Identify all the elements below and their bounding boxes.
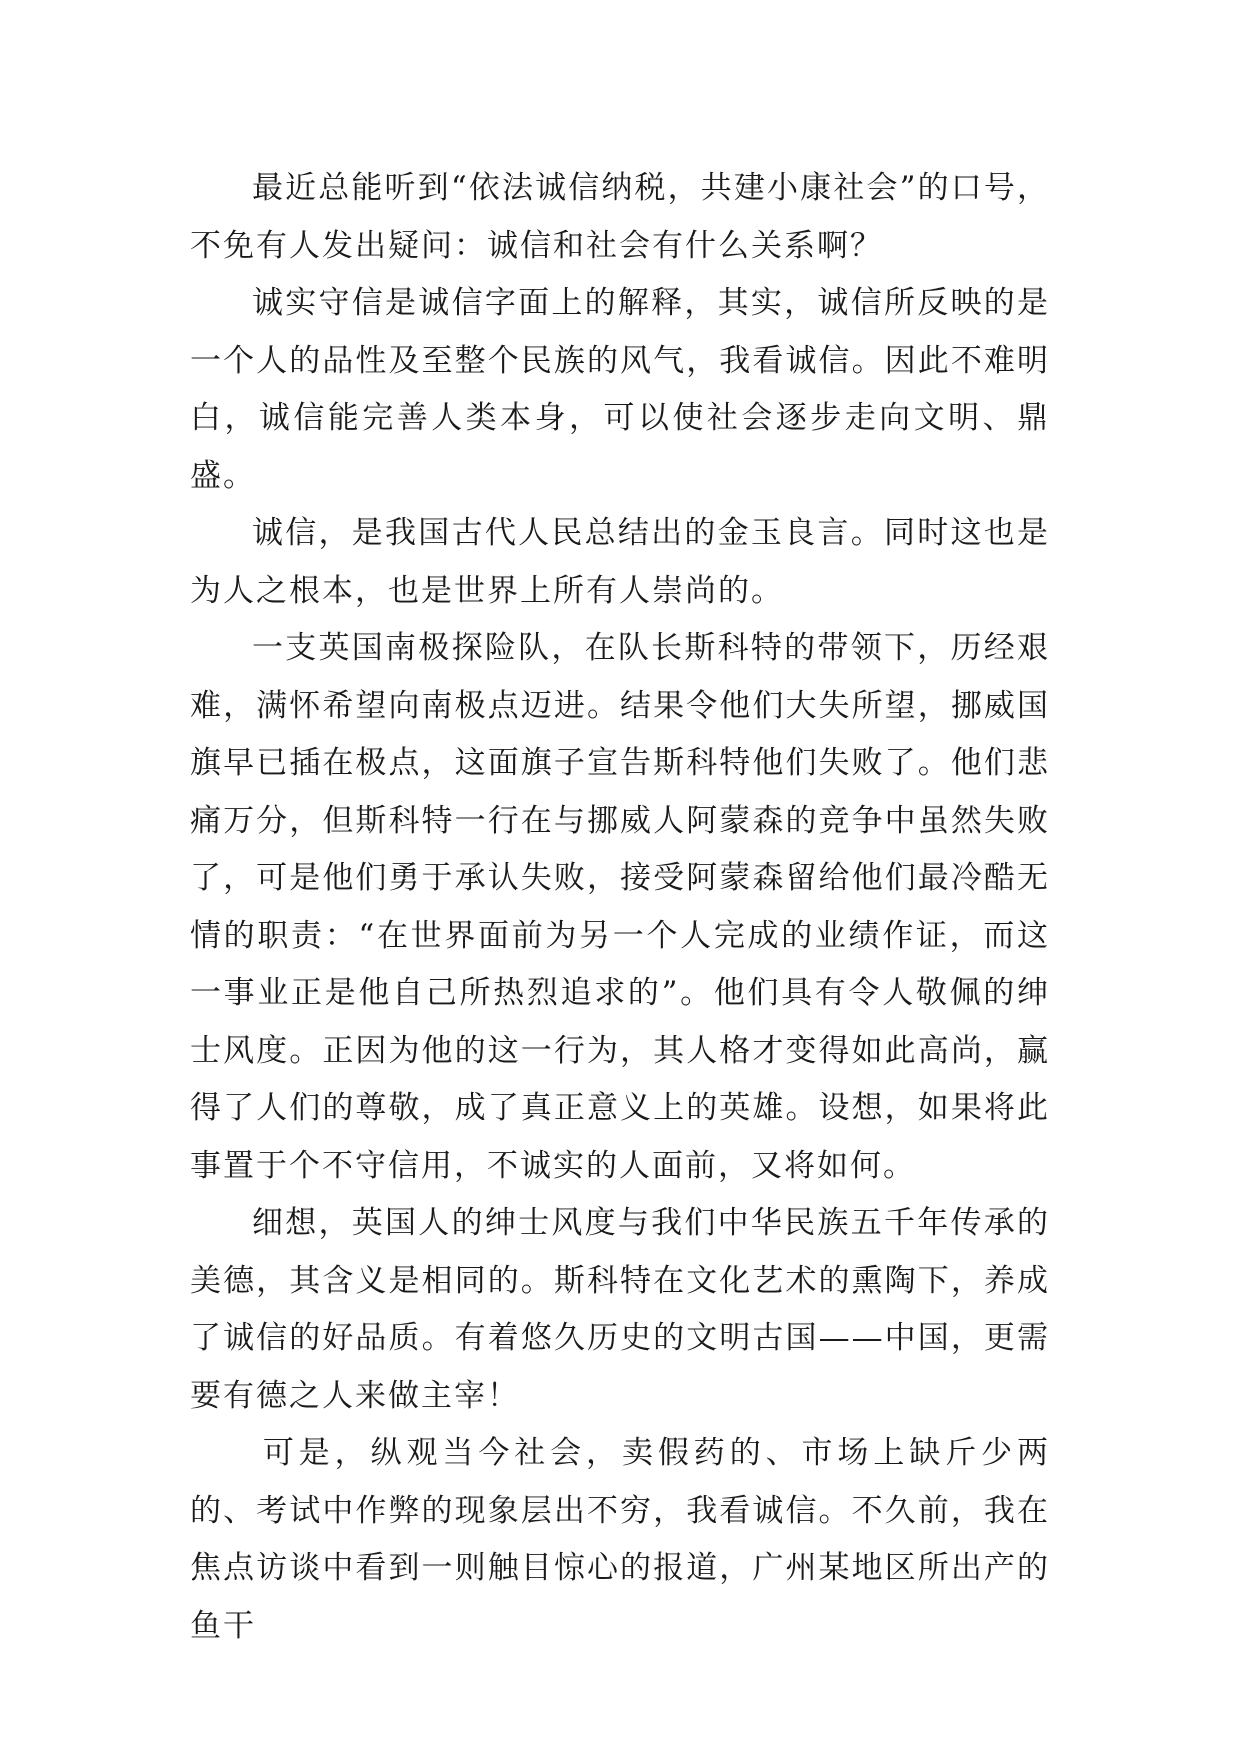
paragraph-6: 可是，纵观当今社会，卖假药的、市场上缺斤少两的、考试中作弊的现象层出不穷，我看诚信。不久前，我在焦点访谈中看到一则触目惊心的报道，广州某地区所出产的鱼干 bbox=[190, 1435, 1050, 1644]
paragraph-4: 一支英国南极探险队，在队长斯科特的带领下，历经艰难，满怀希望向南极点迈进。结果令他们大失所望，挪威国旗早已插在极点，这面旗子宣告斯科特他们失败了。他们悲痛万分，但斯科特一行在与挪威人阿蒙森的竞争中虽然失败了，可是他们勇于承认失败，接受阿蒙森留给他们最冷酷无情的职责：“在世界面前为另一个人完成的业绩作证，而这一事业正是他自己所热烈追求的”。他们具有令人敬佩的绅士风度。正因为他的这一行为，其人格才变得如此高尚，赢得了人们的尊敬，成了真正意义上的英雄。设想，如果将此事置于个不守信用，不诚实的人面前，又将如何。 bbox=[190, 630, 1050, 1184]
paragraph-3: 诚信，是我国古代人民总结出的金玉良言。同时这也是为人之根本，也是世界上所有人崇尚的。 bbox=[190, 515, 1050, 609]
paragraph-1: 最近总能听到“依法诚信纳税，共建小康社会”的口号，不免有人发出疑问：诚信和社会有什么关系啊？ bbox=[190, 170, 1050, 264]
document-body bbox=[190, 160, 1050, 1655]
paragraph-2: 诚实守信是诚信字面上的解释，其实，诚信所反映的是一个人的品性及至整个民族的风气，我看诚信。因此不难明白，诚信能完善人类本身，可以使社会逐步走向文明、鼎盛。 bbox=[190, 285, 1050, 494]
paragraph-5: 细想，英国人的绅士风度与我们中华民族五千年传承的美德，其含义是相同的。斯科特在文化艺术的熏陶下，养成了诚信的好品质。有着悠久历史的文明古国——中国，更需要有德之人来做主宰！ bbox=[190, 1205, 1050, 1414]
